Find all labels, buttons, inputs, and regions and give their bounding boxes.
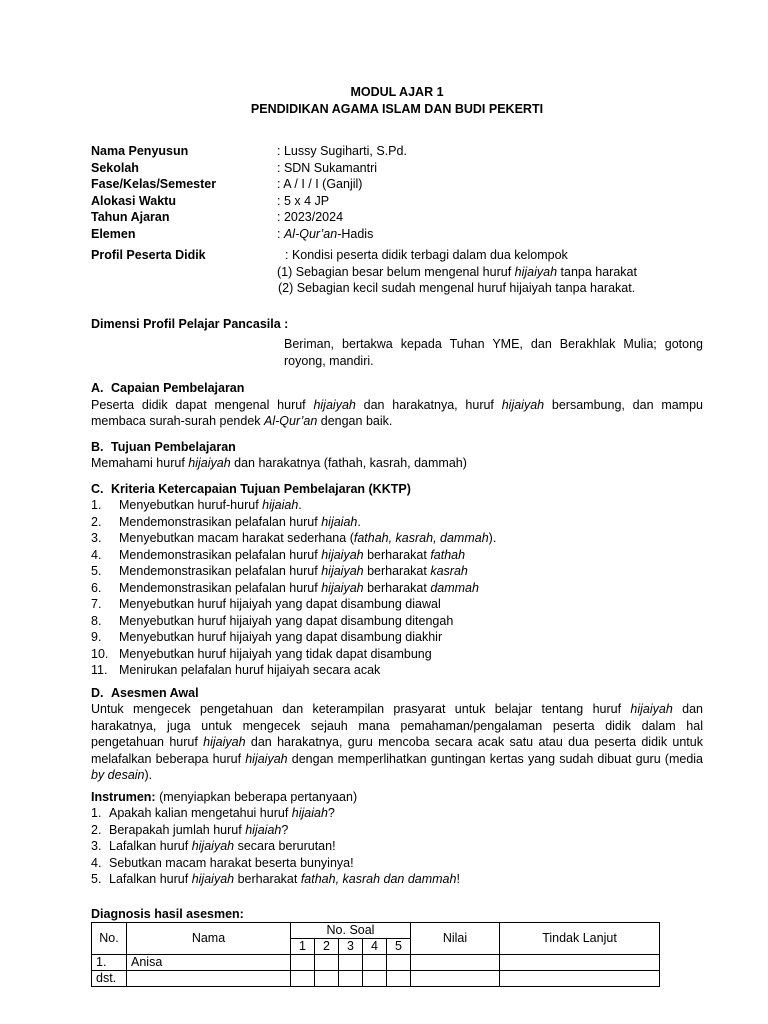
list-item: 8. Menyebutkan huruf hijaiyah yang dapat disambung ditengah [91,613,454,628]
cell-soal [387,970,411,986]
list-item: 11. Menirukan pelafalan huruf hijaiyah secara acak [91,663,381,677]
meta-value: : A / I / I (Ganjil) [277,177,363,191]
meta-value: : Al-Qur’an-Hadis [277,226,374,241]
meta-label: Sekolah [91,160,139,175]
header-soal-number: 1 [291,938,315,954]
meta-label: Elemen [91,226,136,241]
header-soal-number: 4 [363,938,387,954]
table-row [92,954,660,970]
cell-tindak-lanjut [500,954,660,970]
list-item: 2. Berapakah jumlah huruf hijaiah? [91,822,289,837]
list-item: 9. Menyebutkan huruf hijaiyah yang dapat disambung diakhir [91,630,443,644]
header-soal-number: 3 [339,938,363,954]
meta-row-fase [91,176,703,193]
section-kktp-heading: C. Kriteria Ketercapaian Tujuan Pembelajaran (KKTP) [91,481,411,496]
asesmen-text: Untuk mengecek pengetahuan dan keterampilan prasyarat untuk belajar tentang huruf hijaiyah dan harakatnya, juga untuk mengecek sejauh mana pemahaman/pengalaman peserta didik dalam hal pengetahuan huruf hijaiyah dan harakatnya, guru mencoba secara acak satu atau dua peserta didik untuk melafalkan beberapa huruf hijaiyah dengan memperlihatkan guntingan kertas yang sudah dibuat guru (media by desain). [91,702,703,782]
meta-label: Tahun Ajaran [91,210,170,224]
cell-soal [339,954,363,970]
cell-soal [291,970,315,986]
profil-line-1: : Kondisi peserta didik terbagi dalam dua kelompok [285,248,568,262]
capaian-text: Peserta didik dapat mengenal huruf hijaiyah dan harakatnya, huruf hijaiyah bersambung, dan mampu membaca surah-surah pendek Al-Qur’an dengan baik. [91,397,704,428]
cell-nama: Anisa [127,954,291,970]
document-title [91,84,703,117]
table-row [92,970,660,986]
dimensi-label: Dimensi Profil Pelajar Pancasila : [91,316,289,331]
table-header-row [92,922,660,938]
list-item: 7. Menyebutkan huruf hijaiyah yang dapat disambung diawal [91,597,441,611]
identity-block [91,143,703,242]
instrumen-heading: Instrumen: (menyiapkan beberapa pertanyaan) [91,789,358,804]
profil-lines [277,247,703,297]
meta-label: Nama Penyusun [91,144,189,158]
tujuan-text: Memahami huruf hijaiyah dan harakatnya (fathah, kasrah, dammah) [91,456,467,470]
cell-soal [315,954,339,970]
meta-row-elemen [91,226,703,243]
meta-row-alokasi [91,193,703,210]
section-letter: D. [91,685,104,700]
kktp-list [91,497,703,679]
meta-row-sekolah [91,160,703,177]
meta-label: Fase/Kelas/Semester [91,177,217,191]
header-nama: Nama [127,922,291,954]
diagnosis-table [91,922,660,987]
diagnosis-heading: Diagnosis hasil asesmen: [91,906,244,921]
cell-soal [387,954,411,970]
meta-label: Alokasi Waktu [91,193,176,208]
cell-tindak-lanjut [500,970,660,986]
header-tindak-lanjut: Tindak Lanjut [500,922,660,954]
cell-soal [363,954,387,970]
section-letter: B. [91,439,104,454]
header-no-soal: No. Soal [291,922,411,938]
instrumen-list [91,805,703,888]
section-letter: A. [91,381,104,395]
meta-value: : 5 x 4 JP [277,193,330,208]
cell-soal [291,954,315,970]
list-item: 2. Mendemonstrasikan pelafalan huruf hijaiah. [91,514,361,529]
cell-no: 1. [92,954,127,970]
section-tujuan-heading: B. Tujuan Pembelajaran [91,439,236,454]
title-line-1: MODUL AJAR 1 [350,85,444,99]
document-page [91,84,703,987]
list-item: 5. Lafalkan huruf hijaiyah berharakat fathah, kasrah dan dammah! [91,872,460,886]
list-item: 4. Mendemonstrasikan pelafalan huruf hijaiyah berharakat fathah [91,547,466,562]
cell-soal [315,970,339,986]
list-item: 6. Mendemonstrasikan pelafalan huruf hijaiyah berharakat dammah [91,580,479,595]
section-capaian-heading: A. Capaian Pembelajaran [91,381,245,395]
meta-value: : SDN Sukamantri [277,160,378,175]
list-item: 3. Lafalkan huruf hijaiyah secara berurutan! [91,839,336,853]
profil-label: Profil Peserta Didik [91,248,206,262]
cell-soal [363,970,387,986]
meta-row-tahun [91,209,703,226]
cell-nama [127,970,291,986]
header-no: No. [92,922,127,954]
header-nilai: Nilai [411,922,500,954]
list-item: 1. Menyebutkan huruf-huruf hijaiah. [91,498,302,512]
profil-line-2: (1) Sebagian besar belum mengenal huruf hijaiyah tanpa harakat [277,264,637,279]
header-soal-number: 2 [315,938,339,954]
profil-line-3: (2) Sebagian kecil sudah mengenal huruf hijaiyah tanpa harakat. [278,281,636,295]
cell-no: dst. [92,970,127,986]
section-letter: C. [91,481,104,496]
meta-value: : Lussy Sugiharti, S.Pd. [277,144,407,158]
list-item: 3. Menyebutkan macam harakat sederhana (fathah, kasrah, dammah). [91,531,497,545]
dimensi-text: Beriman, bertakwa kepada Tuhan YME, dan Berakhlak Mulia; gotong royong, mandiri. [284,337,703,368]
section-asesmen-heading: D. Asesmen Awal [91,685,199,700]
list-item: 1. Apakah kalian mengetahui huruf hijaiah? [91,806,335,820]
cell-nilai [411,970,500,986]
list-item: 10. Menyebutkan huruf hijaiyah yang tidak dapat disambung [91,646,432,661]
meta-row-penyusun [91,143,703,160]
title-line-2: PENDIDIKAN AGAMA ISLAM DAN BUDI PEKERTI [250,101,544,116]
meta-value: : 2023/2024 [277,210,344,224]
list-item: 5. Mendemonstrasikan pelafalan huruf hijaiyah berharakat kasrah [91,564,468,578]
profil-peserta-didik [91,247,703,297]
cell-nilai [411,954,500,970]
cell-soal [339,970,363,986]
list-item: 4. Sebutkan macam harakat beserta bunyinya! [91,855,354,870]
header-soal-number: 5 [387,938,411,954]
